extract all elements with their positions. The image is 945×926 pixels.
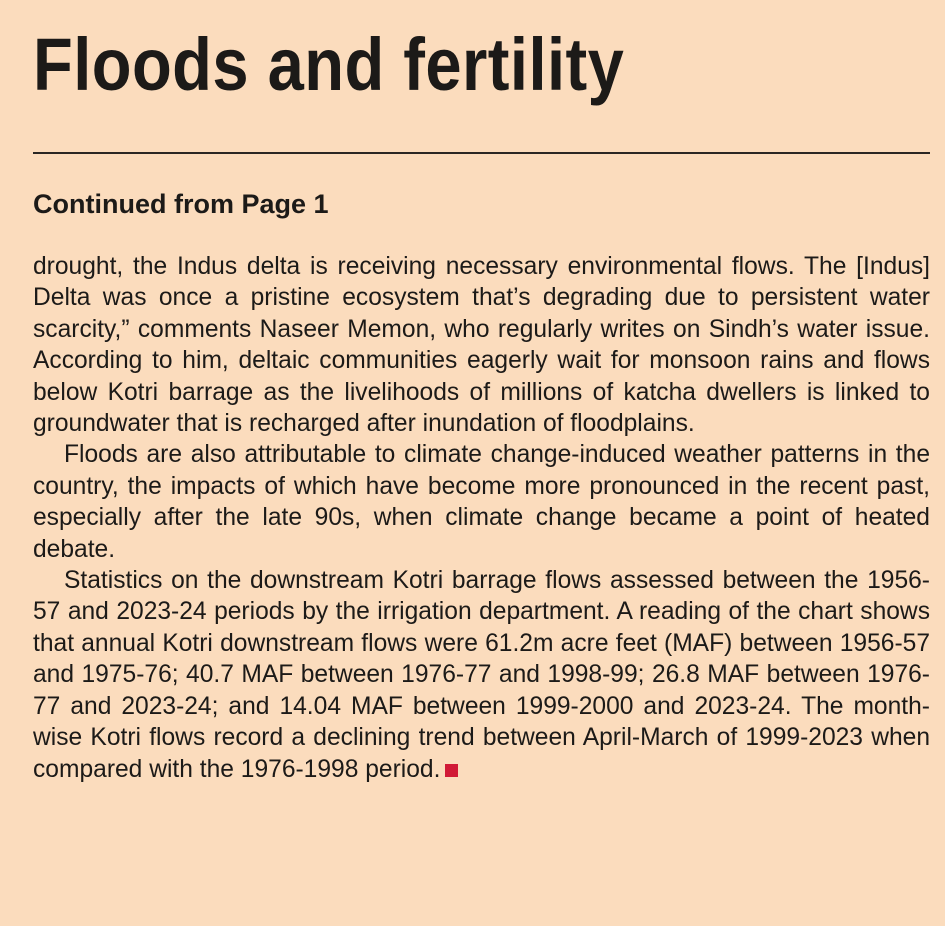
- body-paragraph-1: drought, the Indus delta is receiving necessary environmental flows. The [Indus] Delta was once a pristine ecosystem that’s degrading due to persistent water scarcity,” comments Naseer Memon, who regularly writes on Sindh’s water issue. According to him, deltaic communities eagerly wait for monsoon rains and flows below Kotri barrage as the livelihoods of millions of katcha dwellers is linked to groundwater that is recharged after inundation of floodplains.: [33, 253, 930, 438]
- body-paragraph-3: [33, 565, 930, 785]
- headline-divider: [33, 152, 930, 154]
- body-paragraph-2: Floods are also attributable to climate change-induced weather patterns in the country, the impacts of which have become more pronounced in the recent past, especially after the late 90s, when climate change became a point of heated debate.: [33, 441, 930, 563]
- article: [33, 0, 930, 926]
- end-of-article-mark: [445, 764, 458, 777]
- continued-from-label: Continued from Page 1: [33, 189, 329, 219]
- article-body: [33, 251, 930, 785]
- headline: Floods and fertility: [33, 23, 625, 106]
- body-paragraph-3-text: Statistics on the downstream Kotri barrage flows assessed between the 1956-57 and 2023-24 periods by the irrigation department. A reading of the chart shows that annual Kotri downstream flows were 61.2m acre feet (MAF) between 1956-57 and 1975-76; 40.7 MAF between 1976-77 and 1998-99; 26.8 MAF between 1976-77 and 2023-24; and 14.04 MAF between 1999-2000 and 2023-24. The month-wise Kotri flows record a declining trend between April-March of 1999-2023 when compared with the 1976-1998 period.: [33, 567, 930, 783]
